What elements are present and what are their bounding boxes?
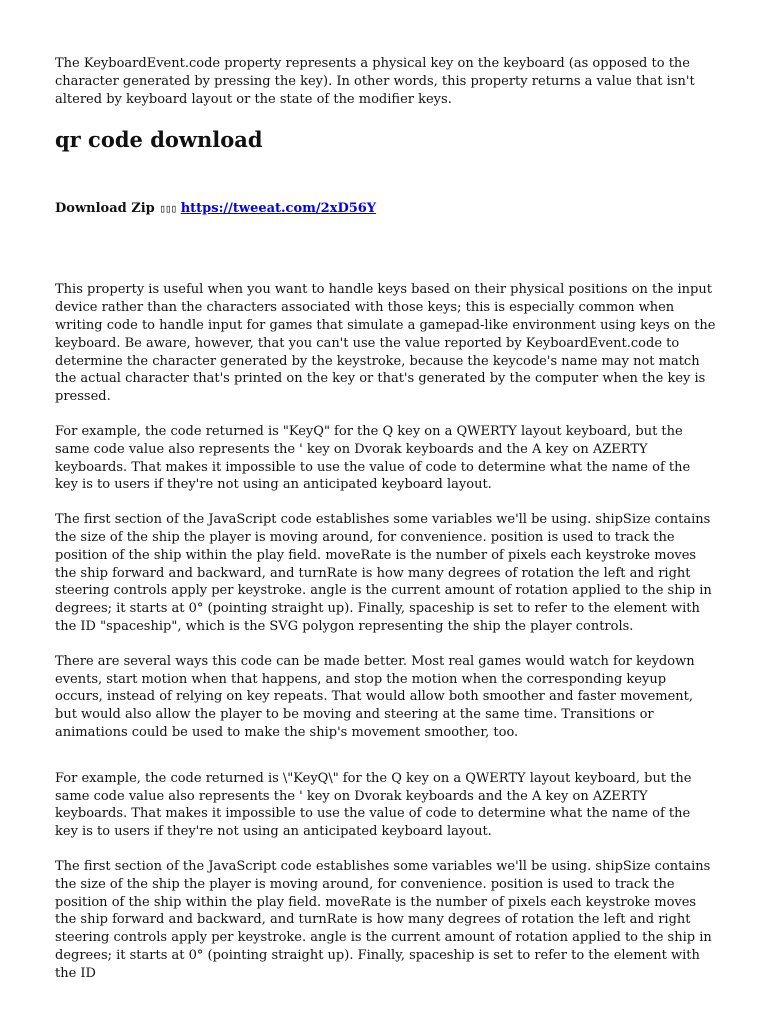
document-page (55, 55, 717, 999)
download-label: Download Zip (55, 201, 155, 217)
body-paragraph-4: There are several ways this code can be made better. Most real games would watch for keydown events, start motion when that happens, and stop the motion when the corresponding keyup occurs, instead of relying on key repeats. That would allow both smoother and faster movement, but would also allow the player to be moving and steering at the same time. Transitions or animations could be used to make the ship's movement smoother, too. (55, 653, 695, 740)
download-line (55, 200, 717, 218)
intro-paragraph: The KeyboardEvent.code property represents a physical key on the keyboard (as opposed to the character generated by pressing the key). In other words, this property returns a value that isn't altered by keyboard layout or the state of the modifier keys. (55, 56, 695, 107)
spacer (55, 218, 717, 281)
body-paragraph-5: For example, the code returned is \"KeyQ\" for the Q key on a QWERTY layout keyboard, but the same code value also represents the ' key on Dvorak keyboards and the A key on AZERTY keyboards. That makes it impossible to use the value of code to determine what the name of the key is to users if they're not using an anticipated keyboard layout. (55, 770, 692, 840)
missing-glyph-icons: ▯▯▯ (159, 202, 177, 216)
body-paragraph-1: This property is useful when you want to handle keys based on their physical positions on the input device rather than the characters associated with those keys; this is especially common when writing code to handle input for games that simulate a gamepad-like environment using keys on the keyboard. Be aware, however, that you can't use the value reported by KeyboardEvent.code to determine the character generated by the keystroke, because the keycode's name may not match the actual character that's printed on the key or that's generated by the computer when the key is pressed. (55, 282, 716, 405)
spacer (55, 759, 717, 770)
body-paragraph-2: For example, the code returned is "KeyQ" for the Q key on a QWERTY layout keyboard, but the same code value also represents the ' key on Dvorak keyboards and the A key on AZERTY keyboards. That makes it impossible to use the value of code to determine what the name of the key is to users if they're not using an anticipated keyboard layout. (55, 423, 691, 493)
body-paragraph-3: The first section of the JavaScript code establishes some variables we'll be using. shipSize contains the size of the ship the player is moving around, for convenience. position is used to track the position of the ship within the play field. moveRate is the number of pixels each keystroke moves the ship forward and backward, and turnRate is how many degrees of rotation the left and right steering controls apply per keystroke. angle is the current amount of rotation applied to the ship in degrees; it starts at 0° (pointing straight up). Finally, spaceship is set to refer to the element with the ID "spaceship", which is the SVG polygon representing the ship the player controls. (55, 512, 712, 634)
page-title: qr code download (55, 127, 263, 153)
download-link[interactable]: https://tweeat.com/2xD56Y (180, 201, 377, 217)
body-paragraph-6: The first section of the JavaScript code establishes some variables we'll be using. shipSize contains the size of the ship the player is moving around, for convenience. position is used to track the position of the ship within the play field. moveRate is the number of pixels each keystroke moves the ship forward and backward, and turnRate is how many degrees of rotation the left and right steering controls apply per keystroke. angle is the current amount of rotation applied to the ship in degrees; it starts at 0° (pointing straight up). Finally, spaceship is set to refer to the element with the ID (55, 858, 712, 981)
